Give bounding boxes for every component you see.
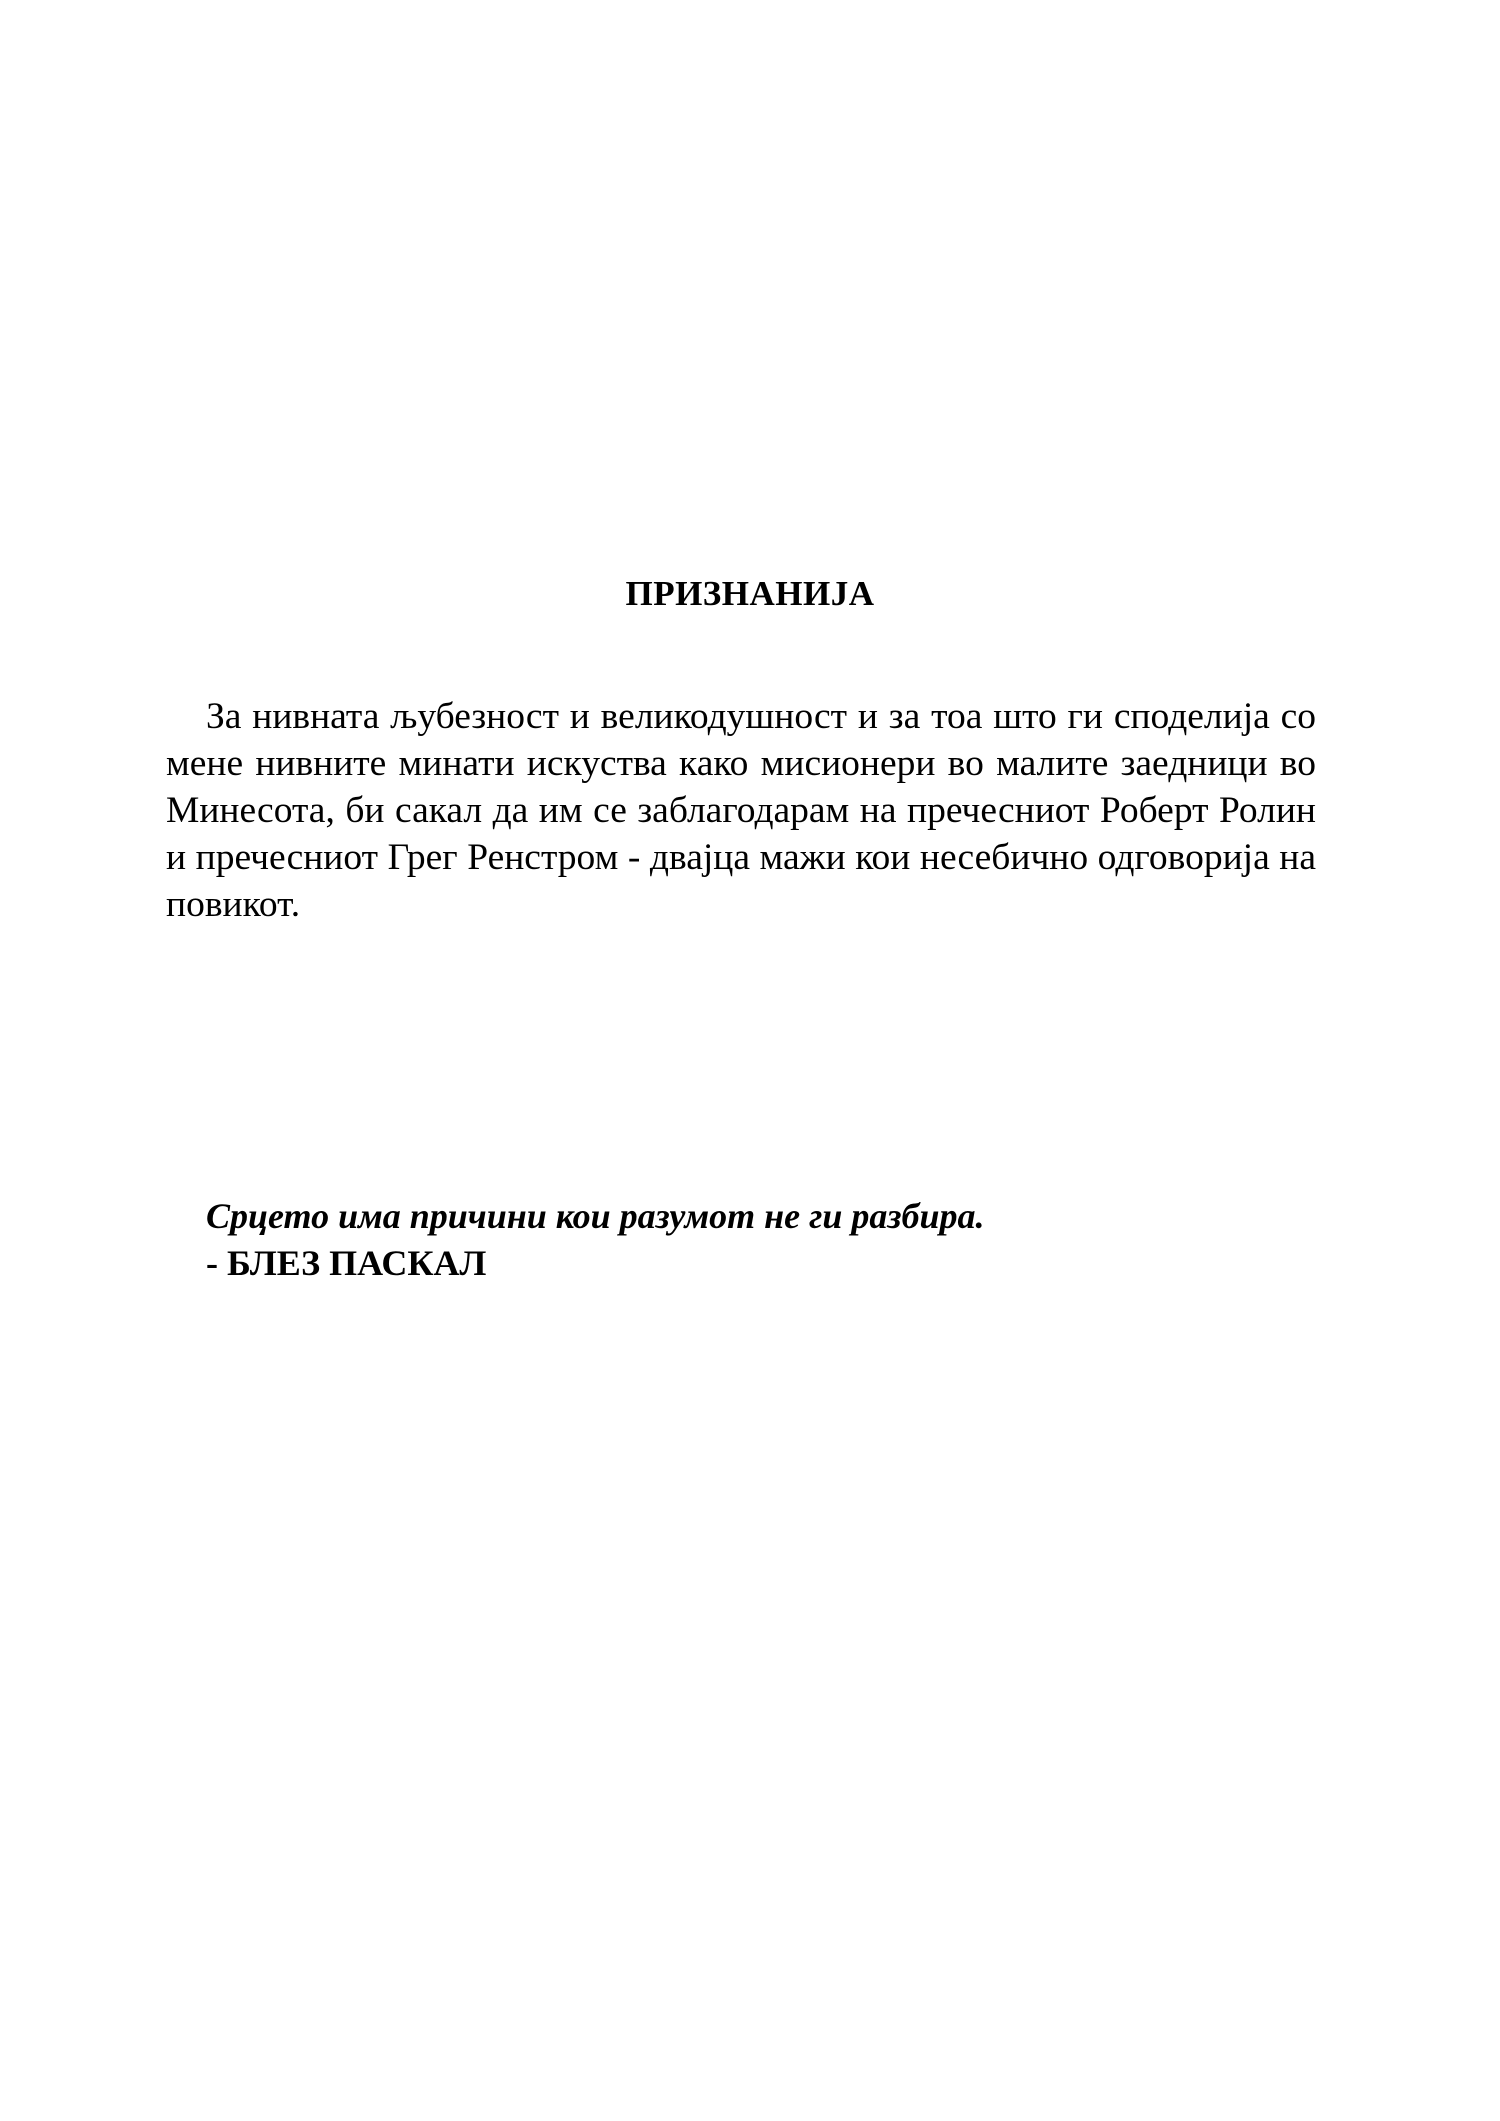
epigraph-quote: Срцето има причини кои разумот не ги разбира. xyxy=(206,1196,985,1236)
epigraph-author: - БЛЕЗ ПАСКАЛ xyxy=(206,1243,487,1283)
acknowledgement-paragraph: За нивната љубезност и великодушност и за тоа што ги споделија со мене нивните минати искуства како мисионери во малите заедници во Минесота, би сакал да им се заблагодарам на пречесниот Роберт Ролин и пречесниот Грег Ренстром - двајца мажи кои несебично одговорија на повикот. xyxy=(166,696,1316,925)
epigraph xyxy=(206,1193,984,1287)
page-title: ПРИЗНАНИЈА xyxy=(625,574,875,613)
